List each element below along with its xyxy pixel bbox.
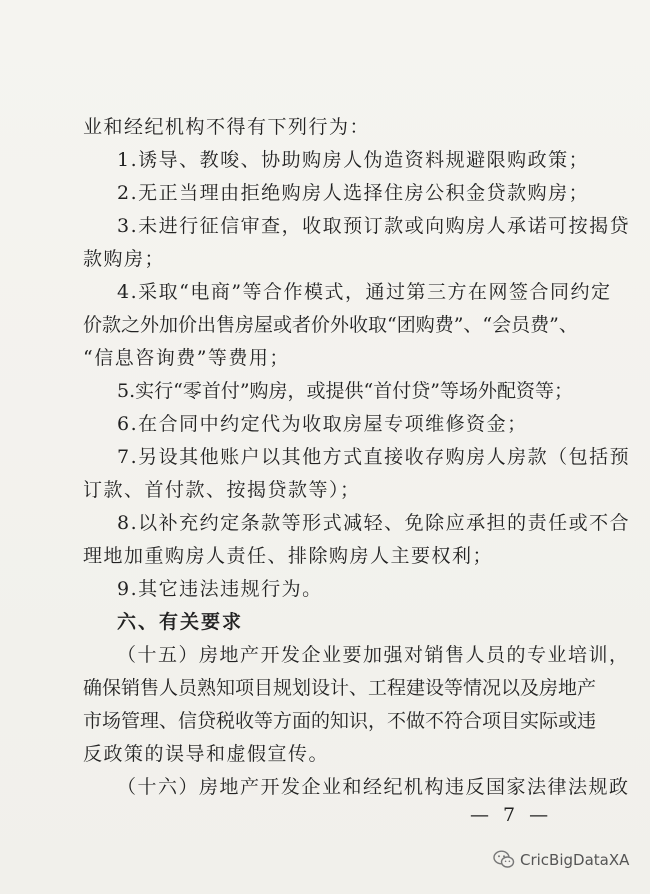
- list-item-continuation: 订款、首付款、按揭贷款等）；: [83, 479, 361, 501]
- list-item: 1.诱导、教唆、协助购房人伪造资料规避限购政策；: [117, 149, 590, 171]
- list-item: 9.其它违法违规行为。: [117, 578, 323, 600]
- list-item: 8.以补充约定条款等形式减轻、免除应承担的责任或不合: [117, 512, 631, 534]
- watermark: [493, 850, 629, 869]
- list-item-continuation: 理地加重购房人责任、排除购房人主要权利；: [83, 545, 494, 567]
- paragraph-line: （十五）房地产开发企业要加强对销售人员的专业培训，: [117, 644, 630, 666]
- list-item-continuation: 价款之外加价出售房屋或者价外收取“团购费”、“会员费”、: [83, 314, 578, 336]
- list-item: 2.无正当理由拒绝购房人选择住房公积金贷款购房；: [117, 182, 590, 204]
- list-item-continuation: “信息咨询费”等费用；: [83, 347, 290, 369]
- list-item: 3.未进行征信审查，收取预订款或向购房人承诺可按揭贷: [117, 215, 631, 237]
- paragraph-line: 反政策的误导和虚假宣传。: [83, 743, 330, 765]
- list-item: 5.实行“零首付”购房，或提供“首付贷”等场外配资等；: [117, 380, 573, 402]
- watermark-text: CricBigDataXA: [520, 850, 630, 869]
- list-item: 4.采取“电商”等合作模式，通过第三方在网签合同约定: [117, 281, 612, 303]
- wechat-icon: [493, 850, 515, 869]
- text-line: 业和经纪机构不得有下列行为：: [83, 116, 371, 138]
- list-item-continuation: 款购房；: [83, 248, 166, 270]
- list-item: 7.另设其他账户以其他方式直接收存购房人房款（包括预: [117, 446, 631, 468]
- page-number: — 7 —: [470, 804, 553, 826]
- list-item: 6.在合同中约定代为收取房屋专项维修资金；: [117, 413, 528, 435]
- section-heading: 六、有关要求: [117, 611, 244, 633]
- paragraph-line: （十六）房地产开发企业和经纪机构违反国家法律法规政: [117, 776, 630, 798]
- paragraph-line: 确保销售人员熟知项目规划设计、工程建设等情况以及房地产: [83, 677, 597, 699]
- paragraph-line: 市场管理、信贷税收等方面的知识，不做不符合项目实际或违: [83, 710, 597, 732]
